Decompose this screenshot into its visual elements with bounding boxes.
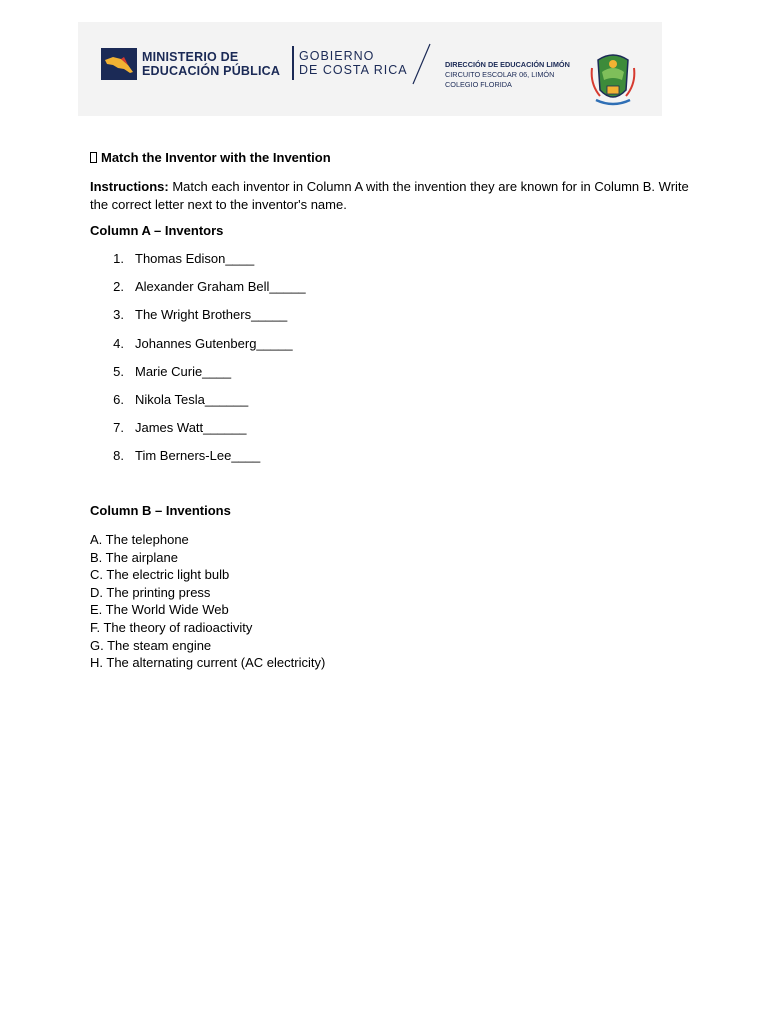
column-a-heading: Column A – Inventors (90, 223, 224, 238)
list-item: B. The airplane (90, 549, 178, 565)
school-direction: DIRECCIÓN DE EDUCACIÓN LIMÓN CIRCUITO ESCOLAR 06, LIMÓN COLEGIO FLORIDA (445, 60, 570, 89)
page-title: Match the Inventor with the Invention (90, 150, 331, 166)
ministry-logo-icon (101, 48, 137, 80)
header-divider (292, 46, 294, 80)
list-item: G. The steam engine (90, 637, 212, 653)
list-item: H. The alternating current (AC electricity) (90, 655, 326, 671)
school-crest-icon (588, 50, 638, 108)
list-item: D. The printing press (90, 584, 211, 600)
header-slash-divider (410, 42, 432, 86)
missing-glyph-icon (90, 152, 97, 163)
list-item: C. The electric light bulb (90, 567, 230, 583)
list-item: E. The World Wide Web (90, 602, 229, 618)
ministry-name: MINISTERIO DE EDUCACIÓN PÚBLICA (142, 50, 281, 78)
list-item: F. The theory of radioactivity (90, 619, 253, 635)
invention-list (90, 531, 325, 672)
list-item: A. The telephone (90, 532, 189, 547)
instructions-paragraph (90, 178, 690, 213)
instructions-label: Instructions: (90, 179, 169, 194)
government-name: GOBIERNO DE COSTA RICA (299, 49, 408, 77)
instructions-text: Match each inventor in Column A with the invention they are known for in Column B. Write the correct letter next to the inventor's name. (90, 179, 689, 212)
column-b-heading: Column B – Inventions (90, 503, 231, 518)
